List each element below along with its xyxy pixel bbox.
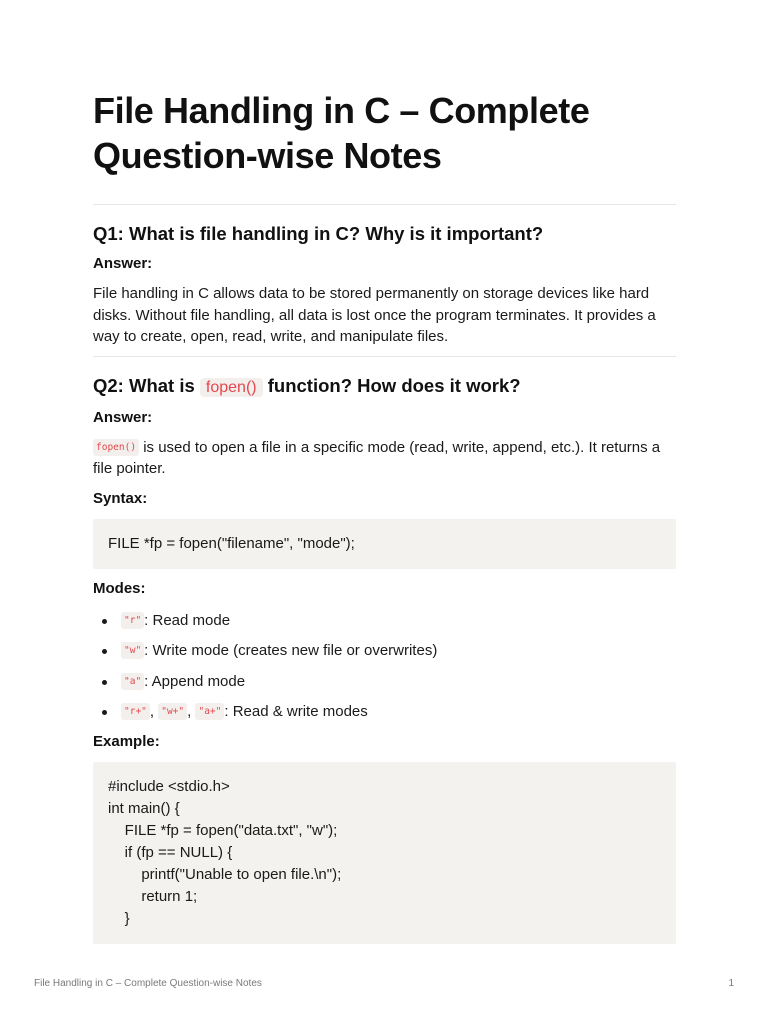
mode-list-item	[93, 641, 676, 672]
example-code-block: #include <stdio.h> int main() { FILE *fp = fopen("data.txt", "w"); if (fp == NULL) { printf("Unable to open file.\n"); return 1; }	[93, 762, 676, 944]
q2-heading-prefix: Q2: What is	[93, 374, 195, 396]
inline-code: "a+"	[195, 703, 224, 720]
syntax-code-block: FILE *fp = fopen("filename", "mode");	[93, 519, 676, 569]
document-page	[93, 88, 676, 944]
mode-description: : Read mode	[144, 611, 231, 629]
q2-section	[93, 374, 676, 944]
q1-heading: Q1: What is file handling in C? Why is it important?	[93, 223, 544, 244]
q2-heading	[93, 374, 676, 400]
mode-list-item: "r+" , "w+" , "a+" : Read & write modes	[93, 702, 676, 733]
q2-heading-suffix: function? How does it work?	[267, 374, 521, 396]
q2-answer-label: Answer:	[93, 408, 153, 426]
divider	[93, 204, 676, 205]
divider	[93, 356, 676, 357]
inline-code: "r"	[121, 612, 144, 629]
mode-description: : Read & write modes	[224, 703, 368, 720]
page-number: 1	[728, 978, 734, 989]
inline-code: "w+"	[158, 703, 187, 720]
page-footer	[34, 978, 734, 989]
example-label: Example:	[93, 732, 160, 750]
modes-list	[93, 611, 676, 733]
mode-description: : Append mode	[144, 672, 246, 690]
mode-list-item	[93, 611, 676, 642]
q2-answer-text	[93, 437, 676, 480]
inline-code: "r+"	[121, 703, 150, 720]
inline-code: "a"	[121, 673, 144, 690]
page-title: File Handling in C – Complete Question-wise Notes	[93, 90, 590, 176]
bullet-icon	[102, 649, 107, 654]
bullet-icon	[102, 710, 107, 715]
mode-list-item	[93, 672, 676, 703]
inline-code: fopen()	[93, 439, 139, 456]
inline-code: "w"	[121, 642, 144, 659]
inline-code: fopen()	[200, 378, 263, 397]
bullet-icon	[102, 619, 107, 624]
q1-answer-text: File handling in C allows data to be stored permanently on storage devices like hard disks. Without file handling, all data is lost once the program terminates. It provides a way to create, open, read, write, and manipulate files.	[93, 285, 656, 345]
q1-answer-label: Answer:	[93, 255, 153, 272]
mode-description: : Write mode (creates new file or overwrites)	[144, 642, 438, 659]
footer-title: File Handling in C – Complete Question-wise Notes	[34, 978, 262, 989]
syntax-label: Syntax:	[93, 489, 148, 507]
q2-answer-text-body: is used to open a file in a specific mode (read, write, append, etc.). It returns a file pointer.	[93, 438, 661, 477]
bullet-icon	[102, 680, 107, 685]
q1-section	[93, 222, 676, 348]
modes-label: Modes:	[93, 579, 146, 597]
